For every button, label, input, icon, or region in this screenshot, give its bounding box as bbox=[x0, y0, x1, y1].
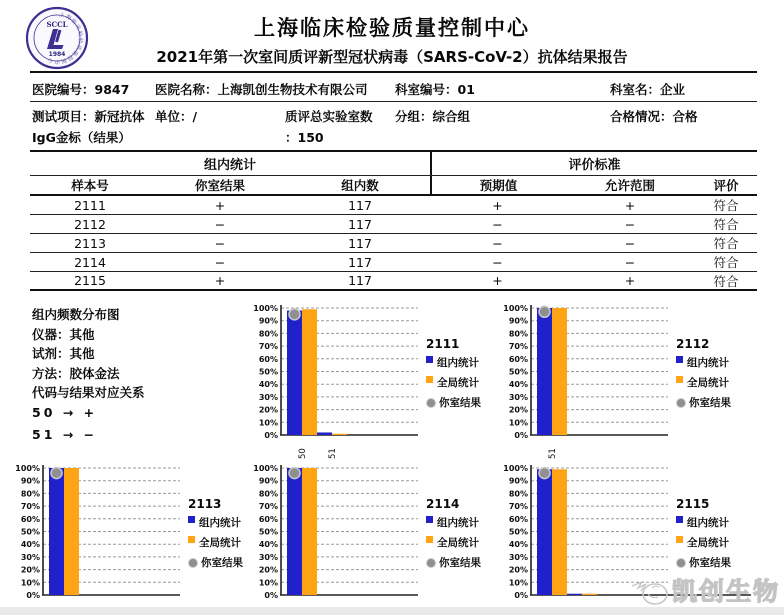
chart-legend bbox=[426, 497, 481, 575]
legend-item: 全局统计 bbox=[188, 535, 243, 550]
table-cell: 117 bbox=[348, 235, 372, 251]
svg-text:60%: 60% bbox=[20, 514, 40, 524]
intragroup-marker bbox=[188, 516, 195, 523]
table-data-rows bbox=[30, 196, 757, 291]
table-row bbox=[30, 234, 757, 253]
info-field: 分组：综合组 bbox=[395, 109, 471, 124]
watermark-text: 凯创生物 bbox=[672, 577, 781, 606]
table-cell: + bbox=[214, 197, 226, 213]
table-cell: 符合 bbox=[713, 236, 739, 251]
chart-sample-id: 2115 bbox=[676, 497, 710, 511]
chart-legend bbox=[188, 497, 243, 575]
svg-text:100%: 100% bbox=[253, 464, 278, 473]
svg-text:30%: 30% bbox=[258, 552, 278, 562]
table-cell: 符合 bbox=[713, 273, 739, 289]
distribution-title: 组内频数分布图 bbox=[32, 307, 120, 322]
svg-text:30%: 30% bbox=[20, 552, 40, 562]
svg-text:90%: 90% bbox=[258, 476, 278, 486]
chart-sample-id: 2112 bbox=[676, 337, 710, 351]
group-header-evaluation-criteria: 评价标准 bbox=[430, 152, 757, 175]
code-mapping-line: 50 → + bbox=[32, 404, 98, 420]
legend-item: 你室结果 bbox=[426, 555, 481, 570]
svg-text:60%: 60% bbox=[508, 354, 528, 364]
table-cell: 符合 bbox=[713, 198, 739, 213]
frequency-chart-2112 bbox=[498, 300, 754, 462]
legend-item: 组内统计 bbox=[188, 515, 243, 530]
info-field: 医院名称：上海凯创生物技术有限公司 bbox=[155, 82, 368, 97]
seal-abbr: SCCL bbox=[46, 20, 68, 29]
info-field: 科室名：企业 bbox=[610, 82, 686, 97]
table-row bbox=[30, 196, 757, 215]
table-cell: 符合 bbox=[713, 217, 739, 232]
info-field: 合格情况：合格 bbox=[610, 109, 698, 124]
table-cell: + bbox=[624, 273, 636, 288]
svg-text:51: 51 bbox=[328, 448, 338, 459]
svg-text:30%: 30% bbox=[258, 392, 278, 402]
distribution-panel bbox=[32, 308, 145, 451]
svg-text:20%: 20% bbox=[258, 565, 278, 575]
svg-text:80%: 80% bbox=[258, 329, 278, 339]
intragroup-marker bbox=[426, 516, 433, 523]
kaichuang-sketch-icon bbox=[630, 572, 672, 608]
table-cell: 2115 bbox=[74, 273, 106, 288]
table-cell: − bbox=[214, 216, 226, 232]
legend-item: 你室结果 bbox=[188, 555, 243, 570]
table-cell: 117 bbox=[348, 273, 372, 288]
table-cell: − bbox=[492, 254, 503, 270]
svg-text:40%: 40% bbox=[508, 380, 528, 390]
chart-sample-id: 2113 bbox=[188, 497, 222, 511]
info-divider bbox=[30, 101, 757, 102]
results-table bbox=[30, 150, 757, 291]
chart-legend bbox=[676, 337, 731, 415]
intragroup-marker bbox=[676, 356, 683, 363]
table-cell: − bbox=[492, 216, 503, 232]
intragroup-marker bbox=[676, 516, 683, 523]
svg-text:50: 50 bbox=[298, 448, 308, 459]
table-cell: 2111 bbox=[74, 197, 106, 213]
svg-text:20%: 20% bbox=[508, 405, 528, 415]
column-header: 样本号 bbox=[71, 178, 109, 193]
chart-legend bbox=[426, 337, 481, 415]
table-cell: 117 bbox=[348, 197, 372, 213]
your-result-dot-marker bbox=[676, 398, 686, 408]
header-divider bbox=[30, 71, 757, 73]
table-row bbox=[30, 215, 757, 234]
svg-text:100%: 100% bbox=[503, 304, 528, 313]
global-marker bbox=[426, 536, 433, 543]
svg-text:10%: 10% bbox=[258, 418, 278, 428]
frequency-chart-2113 bbox=[10, 460, 266, 615]
your-result-dot-marker bbox=[426, 558, 436, 568]
seal-ring-text: 上海临床检验质量控制中心 bbox=[46, 11, 84, 65]
info-field: 科室编号：01 bbox=[395, 82, 475, 97]
svg-text:10%: 10% bbox=[258, 578, 278, 588]
table-cell: − bbox=[624, 216, 636, 232]
info-field: 医院编号：9847 bbox=[32, 82, 130, 97]
svg-text:40%: 40% bbox=[508, 540, 528, 550]
legend-item: 你室结果 bbox=[676, 395, 731, 410]
chart-sample-id: 2114 bbox=[426, 497, 460, 511]
table-cell: − bbox=[624, 235, 636, 251]
frequency-chart-2111 bbox=[248, 300, 504, 462]
info-field: 单位：/ bbox=[155, 109, 198, 124]
svg-text:60%: 60% bbox=[258, 514, 278, 524]
table-cell: + bbox=[624, 197, 636, 213]
distribution-line: 方法：胶体金法 bbox=[32, 365, 120, 381]
svg-text:90%: 90% bbox=[258, 316, 278, 326]
table-cell: 2112 bbox=[74, 216, 106, 232]
legend-item: 你室结果 bbox=[426, 395, 481, 410]
svg-text:100%: 100% bbox=[253, 304, 278, 313]
svg-text:20%: 20% bbox=[508, 565, 528, 575]
svg-text:50%: 50% bbox=[508, 527, 528, 537]
group-header-intragroup-stats: 组内统计 bbox=[203, 158, 256, 173]
svg-text:40%: 40% bbox=[20, 540, 40, 550]
svg-text:50%: 50% bbox=[258, 527, 278, 537]
column-header: 组内数 bbox=[341, 178, 379, 193]
legend-item: 全局统计 bbox=[676, 535, 731, 550]
table-cell: − bbox=[492, 235, 503, 251]
column-header: 预期值 bbox=[430, 176, 565, 194]
info-row-1 bbox=[0, 79, 784, 100]
table-cell: 符合 bbox=[713, 255, 739, 270]
legend-item: 组内统计 bbox=[676, 515, 731, 530]
global-marker bbox=[426, 376, 433, 383]
table-cell: + bbox=[214, 273, 226, 288]
svg-text:0%: 0% bbox=[514, 431, 528, 440]
svg-text:50%: 50% bbox=[508, 367, 528, 377]
svg-text:60%: 60% bbox=[508, 514, 528, 524]
distribution-line: 试剂：其他 bbox=[32, 346, 95, 361]
code-mapping-title: 代码与结果对应关系 bbox=[32, 385, 145, 400]
your-result-dot-marker bbox=[426, 398, 436, 408]
seal-year: 1984 bbox=[48, 51, 66, 58]
table-cell: + bbox=[492, 197, 503, 213]
svg-text:20%: 20% bbox=[20, 565, 40, 575]
svg-text:70%: 70% bbox=[258, 342, 278, 352]
chart-legend bbox=[676, 497, 731, 575]
svg-text:30%: 30% bbox=[508, 392, 528, 402]
info-field: 测试项目：新冠抗体 IgG金标（结果） bbox=[32, 109, 145, 145]
svg-text:90%: 90% bbox=[20, 476, 40, 486]
info-field: 质评总实验室数 ：150 bbox=[285, 109, 373, 145]
svg-text:0%: 0% bbox=[264, 591, 278, 600]
table-cell: 2114 bbox=[74, 254, 106, 270]
svg-text:51: 51 bbox=[548, 448, 558, 459]
svg-text:80%: 80% bbox=[20, 489, 40, 499]
code-mappings bbox=[32, 406, 145, 442]
column-header: 评价 bbox=[713, 178, 739, 193]
svg-text:50%: 50% bbox=[20, 527, 40, 537]
svg-text:70%: 70% bbox=[508, 502, 528, 512]
table-cell: − bbox=[214, 254, 226, 270]
svg-text:10%: 10% bbox=[508, 418, 528, 428]
svg-text:30%: 30% bbox=[508, 552, 528, 562]
svg-text:70%: 70% bbox=[20, 502, 40, 512]
legend-item: 全局统计 bbox=[676, 375, 731, 390]
global-marker bbox=[676, 376, 683, 383]
svg-text:90%: 90% bbox=[508, 476, 528, 486]
distribution-lines bbox=[32, 328, 145, 381]
table-cell: − bbox=[624, 254, 636, 270]
table-cell: 117 bbox=[348, 216, 372, 232]
frequency-chart-2114 bbox=[248, 460, 504, 615]
info-row-2 bbox=[0, 106, 784, 148]
svg-text:60%: 60% bbox=[258, 354, 278, 364]
svg-text:70%: 70% bbox=[508, 342, 528, 352]
global-marker bbox=[188, 536, 195, 543]
svg-text:100%: 100% bbox=[15, 464, 40, 473]
svg-text:90%: 90% bbox=[508, 316, 528, 326]
svg-text:70%: 70% bbox=[258, 502, 278, 512]
legend-item: 组内统计 bbox=[426, 355, 481, 370]
table-row bbox=[30, 272, 757, 291]
svg-text:10%: 10% bbox=[508, 578, 528, 588]
svg-text:20%: 20% bbox=[258, 405, 278, 415]
legend-item: 全局统计 bbox=[426, 535, 481, 550]
watermark bbox=[630, 572, 780, 608]
svg-text:40%: 40% bbox=[258, 540, 278, 550]
chart-sample-id: 2111 bbox=[426, 337, 460, 351]
column-header: 你室结果 bbox=[194, 178, 245, 193]
intragroup-marker bbox=[426, 356, 433, 363]
svg-text:80%: 80% bbox=[508, 489, 528, 499]
svg-text:80%: 80% bbox=[508, 329, 528, 339]
your-result-dot-marker bbox=[676, 558, 686, 568]
table-cell: 2113 bbox=[74, 235, 106, 251]
table-column-header-row bbox=[30, 176, 757, 196]
your-result-dot-marker bbox=[188, 558, 198, 568]
column-header: 允许范围 bbox=[604, 178, 655, 193]
table-cell: − bbox=[214, 235, 226, 251]
svg-text:100%: 100% bbox=[503, 464, 528, 473]
distribution-line: 仪器：其他 bbox=[32, 326, 95, 342]
svg-text:0%: 0% bbox=[26, 591, 40, 600]
page-bottom-strip bbox=[0, 607, 784, 615]
svg-text:50%: 50% bbox=[258, 367, 278, 377]
svg-text:40%: 40% bbox=[258, 380, 278, 390]
table-cell: 117 bbox=[348, 254, 372, 270]
global-marker bbox=[676, 536, 683, 543]
legend-item: 全局统计 bbox=[426, 375, 481, 390]
code-mapping-line: 51 → − bbox=[32, 427, 98, 442]
svg-text:10%: 10% bbox=[20, 578, 40, 588]
report-title: 上海临床检验质量控制中心 bbox=[254, 16, 530, 40]
report-subtitle: 2021年第一次室间质评新型冠状病毒（SARS-CoV-2）抗体结果报告 bbox=[156, 48, 628, 66]
svg-text:0%: 0% bbox=[264, 431, 278, 440]
svg-text:80%: 80% bbox=[258, 489, 278, 499]
legend-item: 你室结果 bbox=[676, 555, 731, 570]
table-group-header-row bbox=[30, 152, 757, 176]
svg-text:0%: 0% bbox=[514, 591, 528, 600]
legend-item: 组内统计 bbox=[676, 355, 731, 370]
legend-item: 组内统计 bbox=[426, 515, 481, 530]
table-cell: + bbox=[492, 273, 503, 288]
table-row bbox=[30, 253, 757, 272]
